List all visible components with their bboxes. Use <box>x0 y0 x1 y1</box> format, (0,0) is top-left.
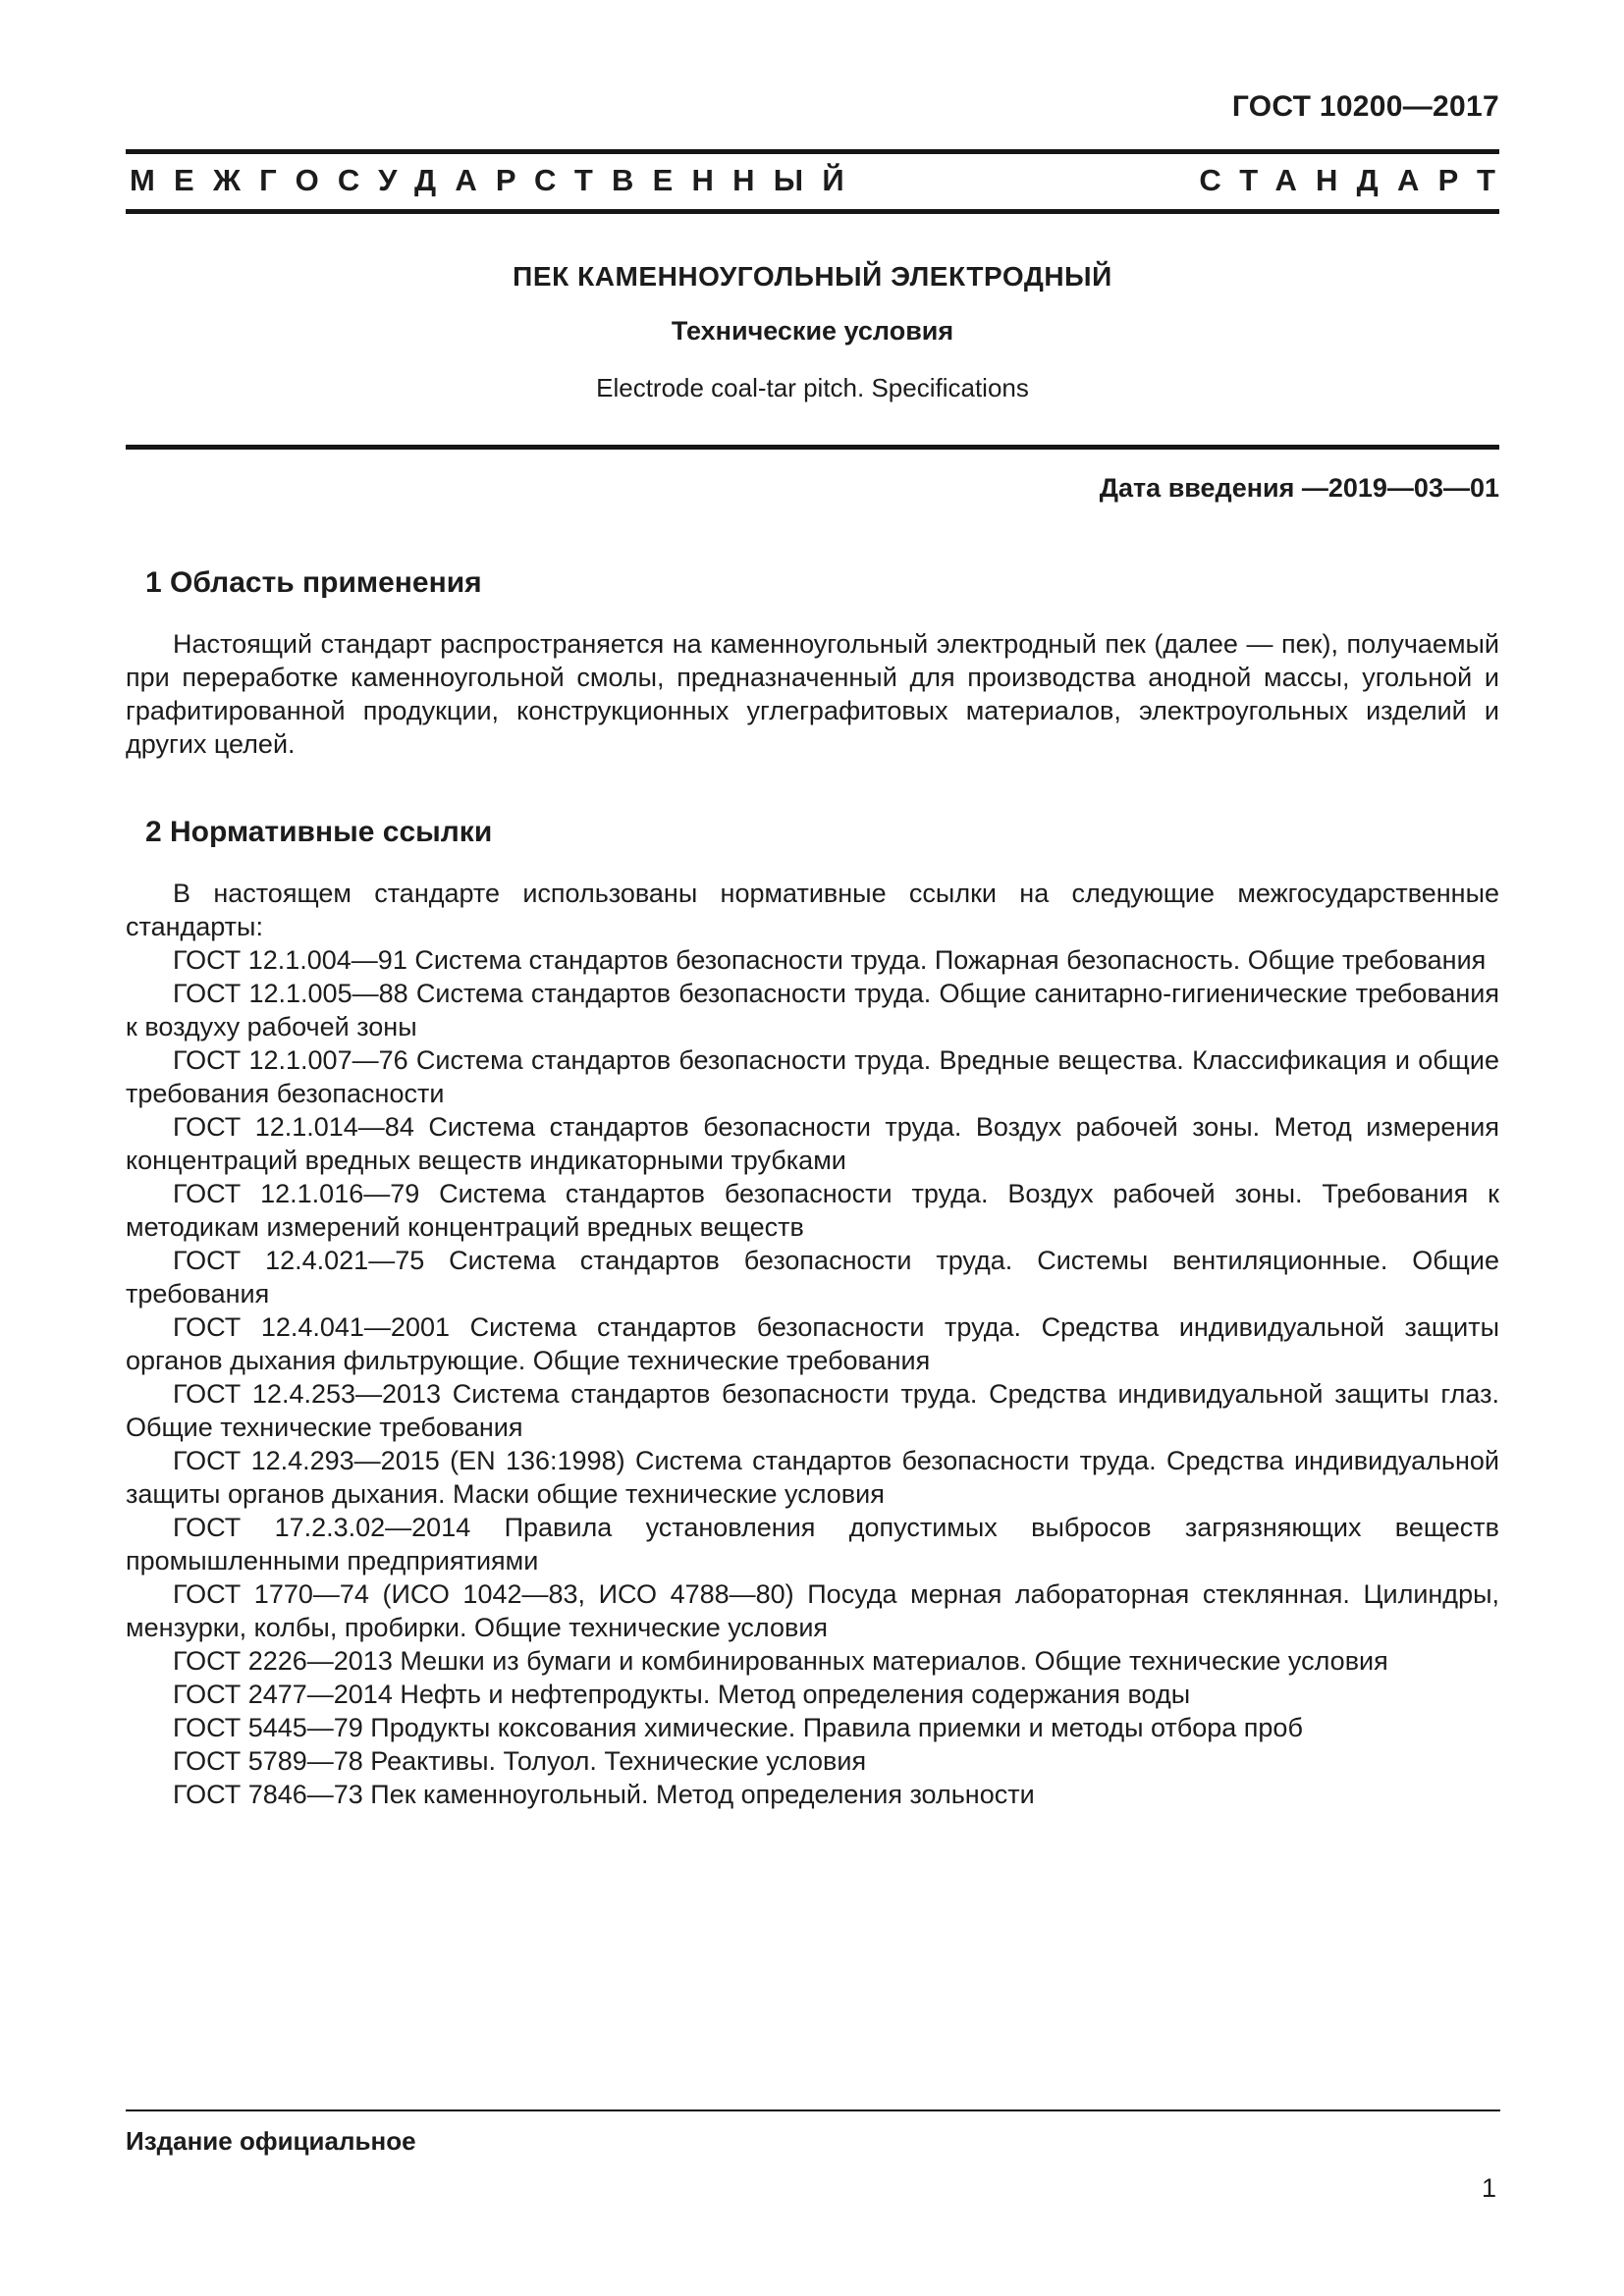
section-2-heading: 2 Нормативные ссылки <box>145 816 493 848</box>
reference-item: ГОСТ 7846—73 Пек каменноугольный. Метод определения зольности <box>173 1780 1035 1809</box>
reference-item: ГОСТ 12.1.004—91 Система стандартов безопасности труда. Пожарная безопасность. Общие требования <box>173 945 1487 975</box>
reference-item: ГОСТ 2477—2014 Нефть и нефтепродукты. Метод определения содержания воды <box>173 1680 1191 1709</box>
title-divider-rule <box>126 445 1499 450</box>
reference-item: ГОСТ 12.1.007—76 Система стандартов безопасности труда. Вредные вещества. Классификация и общие требования безопасности <box>126 1045 1499 1108</box>
reference-item: ГОСТ 12.4.041—2001 Система стандартов безопасности труда. Средства индивидуальной защиты органов дыхания фильтрующие. Общие технические требования <box>126 1312 1499 1375</box>
document-number: ГОСТ 10200—2017 <box>1231 90 1499 123</box>
reference-item: ГОСТ 17.2.3.02—2014 Правила установления допустимых выбросов загрязняющих веществ промышленными предприятиями <box>126 1513 1499 1575</box>
normative-references-list <box>126 943 1499 1811</box>
document-title: ПЕК КАМЕННОУГОЛЬНЫЙ ЭЛЕКТРОДНЫЙ <box>513 261 1112 292</box>
section-1-heading: 1 Область применения <box>145 566 482 599</box>
band-word-left: МЕЖГОСУДАРСТВЕННЫЙ <box>130 163 863 197</box>
reference-item: ГОСТ 12.4.253—2013 Система стандартов безопасности труда. Средства индивидуальной защиты глаз. Общие технические требования <box>126 1379 1499 1442</box>
document-subtitle: Технические условия <box>671 316 954 346</box>
reference-item: ГОСТ 12.1.014—84 Система стандартов безопасности труда. Воздух рабочей зоны. Метод измерения концентраций вредных веществ индикаторными трубками <box>126 1112 1499 1175</box>
reference-item: ГОСТ 12.4.293—2015 (EN 136:1998) Система стандартов безопасности труда. Средства индивидуальной защиты органов дыхания. Маски общие технические условия <box>126 1446 1499 1509</box>
reference-item: ГОСТ 1770—74 (ИСО 1042—83, ИСО 4788—80) Посуда мерная лабораторная стеклянная. Цилиндры, мензурки, колбы, пробирки. Общие технические условия <box>126 1579 1499 1642</box>
reference-item: ГОСТ 12.1.005—88 Система стандартов безопасности труда. Общие санитарно-гигиенические требования к воздуху рабочей зоны <box>126 979 1499 1041</box>
reference-item: ГОСТ 5445—79 Продукты коксования химические. Правила приемки и методы отбора проб <box>173 1713 1303 1742</box>
reference-item: ГОСТ 12.1.016—79 Система стандартов безопасности труда. Воздух рабочей зоны. Требования к методикам измерений концентраций вредных веществ <box>126 1179 1499 1242</box>
document-title-english: Electrode coal-tar pitch. Specifications <box>596 373 1029 402</box>
section-1-paragraph: Настоящий стандарт распространяется на каменноугольный электродный пек (далее — пек), получаемый при переработке каменноугольной смолы, предназначенный для производства анодной массы, угольной и графитированной продукции, конструкционных углеграфитовых материалов, электроугольных изделий и других целей. <box>126 629 1499 759</box>
section-2-intro: В настоящем стандарте использованы нормативные ссылки на следующие межгосударственные стандарты: <box>126 879 1499 941</box>
effective-date: Дата введения —2019—03—01 <box>1099 473 1499 503</box>
title-block <box>126 261 1499 403</box>
page-number: 1 <box>1481 2173 1496 2203</box>
standard-type-band <box>126 149 1515 214</box>
edition-note: Издание официальное <box>126 2126 416 2156</box>
reference-item: ГОСТ 5789—78 Реактивы. Толуол. Технические условия <box>173 1746 867 1776</box>
band-word-right: СТАНДАРТ <box>1199 163 1515 197</box>
reference-item: ГОСТ 2226—2013 Мешки из бумаги и комбинированных материалов. Общие технические условия <box>173 1646 1388 1676</box>
reference-item: ГОСТ 12.4.021—75 Система стандартов безопасности труда. Системы вентиляционные. Общие требования <box>126 1246 1499 1308</box>
footer-rule <box>126 2109 1500 2111</box>
